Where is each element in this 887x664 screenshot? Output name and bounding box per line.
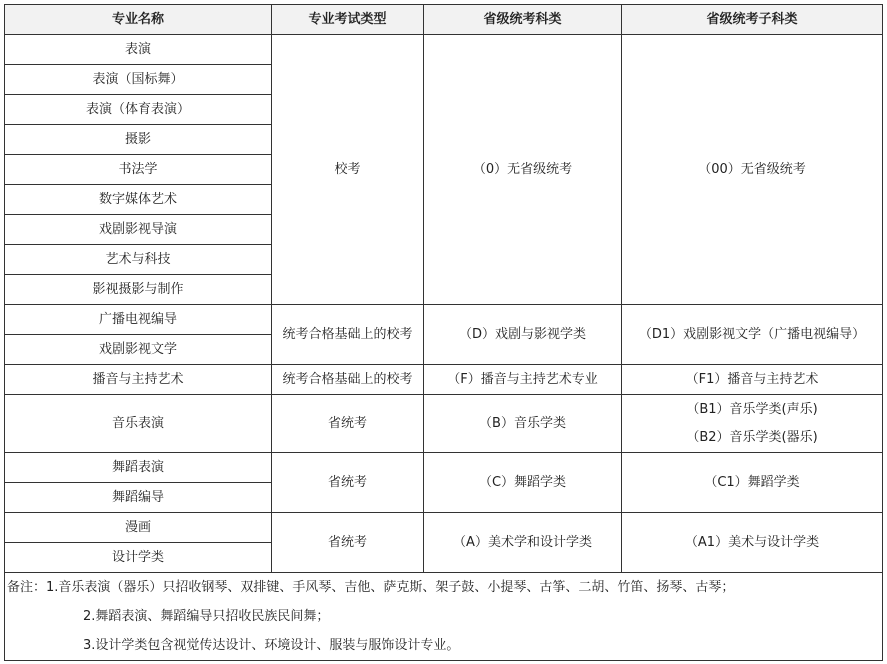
major-cell: 数字媒体艺术 bbox=[5, 185, 272, 215]
major-cell: 表演（国标舞） bbox=[5, 65, 272, 95]
subcategory-line: （B1）音乐学类(声乐) bbox=[686, 401, 818, 417]
exam-type-cell: 省统考 bbox=[272, 513, 424, 573]
major-cell: 广播电视编导 bbox=[5, 305, 272, 335]
table-row bbox=[5, 395, 883, 453]
major-cell: 表演（体育表演） bbox=[5, 95, 272, 125]
major-cell: 音乐表演 bbox=[5, 395, 272, 453]
header-row bbox=[5, 5, 883, 35]
category-cell: （B）音乐学类 bbox=[424, 395, 622, 453]
header-major-name: 专业名称 bbox=[5, 5, 272, 35]
subcategory-cell: （C1）舞蹈学类 bbox=[622, 453, 883, 513]
subcategory-cell: （A1）美术与设计学类 bbox=[622, 513, 883, 573]
table-row bbox=[5, 305, 883, 335]
category-cell: （A）美术学和设计学类 bbox=[424, 513, 622, 573]
category-cell: （C）舞蹈学类 bbox=[424, 453, 622, 513]
subcategory-cell bbox=[622, 395, 883, 453]
major-cell: 设计学类 bbox=[5, 543, 272, 573]
header-exam-type: 专业考试类型 bbox=[272, 5, 424, 35]
table-row bbox=[5, 513, 883, 543]
exam-type-cell: 统考合格基础上的校考 bbox=[272, 365, 424, 395]
note-line-2: 2.舞蹈表演、舞蹈编导只招收民族民间舞； bbox=[83, 609, 330, 624]
category-cell: （D）戏剧与影视学类 bbox=[424, 305, 622, 365]
major-cell: 艺术与科技 bbox=[5, 245, 272, 275]
category-cell: （F）播音与主持艺术专业 bbox=[424, 365, 622, 395]
category-cell: （0）无省级统考 bbox=[424, 35, 622, 305]
notes-cell bbox=[5, 573, 883, 661]
major-cell: 戏剧影视文学 bbox=[5, 335, 272, 365]
subcategory-cell: （00）无省级统考 bbox=[622, 35, 883, 305]
major-cell: 播音与主持艺术 bbox=[5, 365, 272, 395]
exam-type-cell: 统考合格基础上的校考 bbox=[272, 305, 424, 365]
admission-table bbox=[4, 4, 883, 661]
table-row bbox=[5, 453, 883, 483]
note-line-1: 备注：1.音乐表演（器乐）只招收钢琴、双排键、手风琴、吉他、萨克斯、架子鼓、小提琴、古筝、二胡、竹笛、扬琴、古琴； bbox=[7, 580, 735, 595]
exam-type-cell: 省统考 bbox=[272, 395, 424, 453]
major-cell: 表演 bbox=[5, 35, 272, 65]
note-line-3: 3.设计学类包含视觉传达设计、环境设计、服装与服饰设计专业。 bbox=[83, 638, 460, 653]
major-cell: 漫画 bbox=[5, 513, 272, 543]
major-cell: 书法学 bbox=[5, 155, 272, 185]
table-row bbox=[5, 365, 883, 395]
exam-type-cell: 校考 bbox=[272, 35, 424, 305]
header-category: 省级统考科类 bbox=[424, 5, 622, 35]
subcategory-cell: （D1）戏剧影视文学（广播电视编导） bbox=[622, 305, 883, 365]
exam-type-cell: 省统考 bbox=[272, 453, 424, 513]
major-cell: 舞蹈编导 bbox=[5, 483, 272, 513]
notes-row bbox=[5, 573, 883, 661]
subcategory-line: （B2）音乐学类(器乐) bbox=[686, 429, 818, 445]
major-cell: 影视摄影与制作 bbox=[5, 275, 272, 305]
table-row bbox=[5, 35, 883, 65]
header-subcategory: 省级统考子科类 bbox=[622, 5, 883, 35]
admission-table-container bbox=[4, 4, 882, 661]
subcategory-cell: （F1）播音与主持艺术 bbox=[622, 365, 883, 395]
major-cell: 摄影 bbox=[5, 125, 272, 155]
major-cell: 戏剧影视导演 bbox=[5, 215, 272, 245]
major-cell: 舞蹈表演 bbox=[5, 453, 272, 483]
